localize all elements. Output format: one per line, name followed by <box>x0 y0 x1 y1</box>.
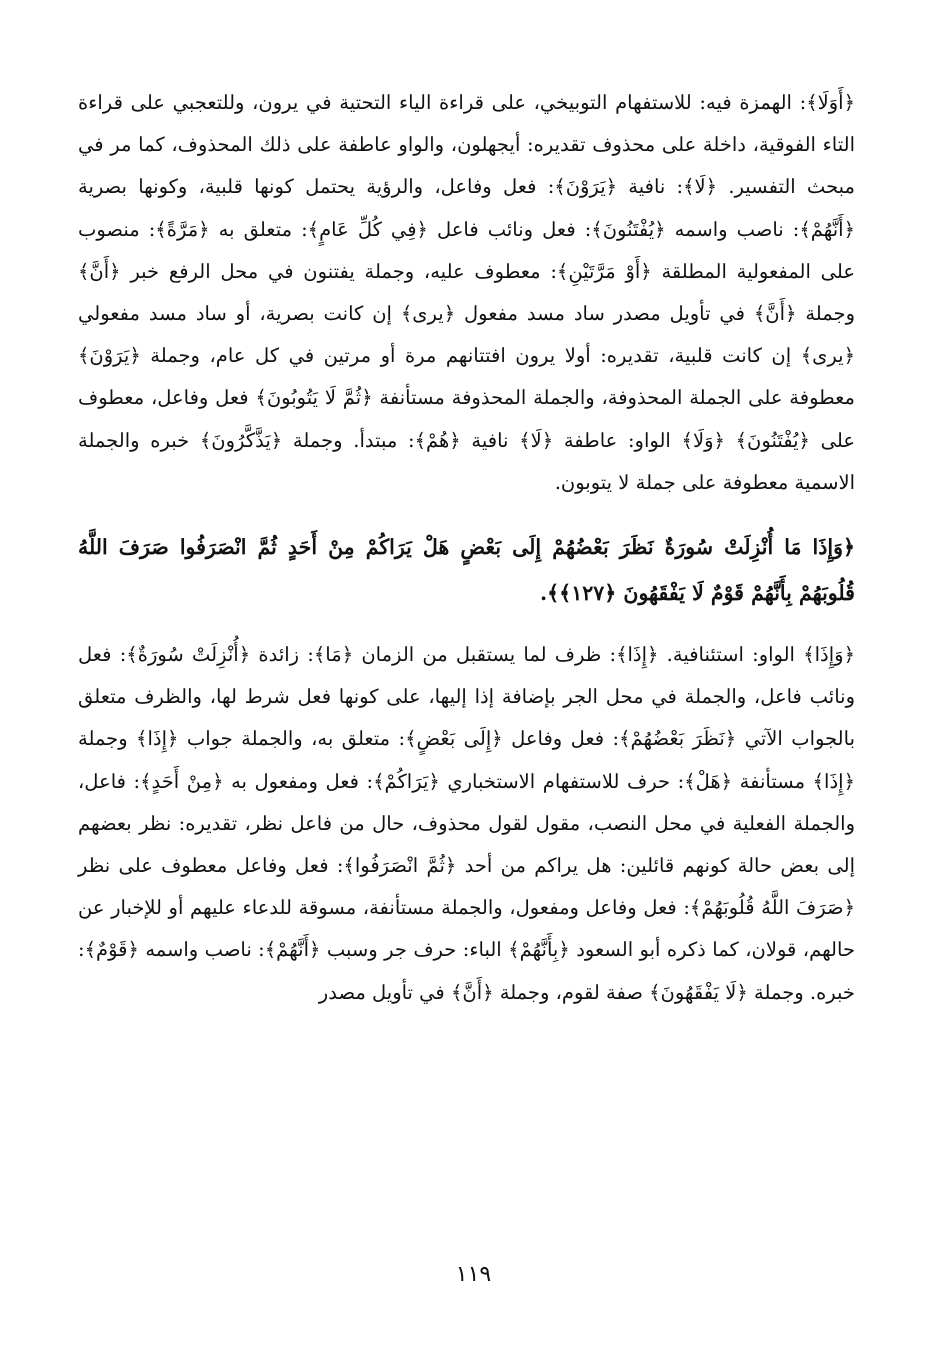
paragraph-i-rab-wa-idha: ﴿وَإِذَا﴾ الواو: استئنافية. ﴿إِذَا﴾: ظرف لما يستقبل من الزمان ﴿مَا﴾: زائدة ﴿أُنْزِلَتْ سُورَةٌ﴾: فعل ونائب فاعل، والجملة في محل الجر بإضافة إذا إليها، على كونها فعل شرط لها، والظرف متعلق بالجواب الآتي ﴿نَظَرَ بَعْضُهُمْ﴾: فعل وفاعل ﴿إِلَى بَعْضٍ﴾: متعلق به، والجملة جواب ﴿إِذَا﴾ وجملة ﴿إِذَا﴾ مستأنفة ﴿هَلْ﴾: حرف للاستفهام الاستخباري ﴿يَرَاكُمْ﴾: فعل ومفعول به ﴿مِنْ أَحَدٍ﴾: فاعل، والجملة الفعلية في محل النصب، مقول لقول محذوف، حال من فاعل نظر، تقديره: نظر بعضهم إلى بعض حالة كونهم قائلين: هل يراكم من أحد ﴿ثُمَّ انْصَرَفُوا﴾: فعل وفاعل معطوف على نظر ﴿صَرَفَ اللَّهُ قُلُوبَهُمْ﴾: فعل وفاعل ومفعول، والجملة مستأنفة، مسوقة للدعاء عليهم أو للإخبار عن حالهم، قولان، كما ذكره أبو السعود ﴿بِأَنَّهُمْ﴾ الباء: حرف جر وسبب ﴿أَنَّهُمْ﴾: ناصب واسمه ﴿قَوْمٌ﴾: خبره. وجملة ﴿لَا يَفْقَهُونَ﴾ صفة لقوم، وجملة ﴿أَنَّ﴾ في تأويل مصدر <box>78 643 855 1004</box>
paragraph-i-rab-awala: ﴿أَوَلَا﴾: الهمزة فيه: للاستفهام التوبيخي، على قراءة الياء التحتية في يرون، وللتعجبي على قراءة التاء الفوقية، داخلة على محذوف تقديره: أيجهلون، والواو عاطفة على ذلك المحذوف، كما مر في مبحث التفسير. ﴿لَا﴾: نافية ﴿يَرَوْنَ﴾: فعل وفاعل، والرؤية يحتمل كونها قلبية، وكونها بصرية ﴿أَنَّهُمْ﴾: ناصب واسمه ﴿يُفْتَنُونَ﴾: فعل ونائب فاعل ﴿فِي كُلِّ عَامٍ﴾: متعلق به ﴿مَرَّةً﴾: منصوب على المفعولية المطلقة ﴿أَوْ مَرَّتَيْنِ﴾: معطوف عليه، وجملة يفتنون في محل الرفع خبر ﴿أَنَّ﴾ وجملة ﴿أَنَّ﴾ في تأويل مصدر ساد مسد مفعول ﴿يرى﴾ إن كانت بصرية، أو ساد مسد مفعولي ﴿يرى﴾ إن كانت قلبية، تقديره: أولا يرون افتتانهم مرة أو مرتين في كل عام، وجملة ﴿يَرَوْنَ﴾ معطوفة على الجملة المحذوفة، والجملة المحذوفة مستأنفة ﴿ثُمَّ لَا يَتُوبُونَ﴾ فعل وفاعل، معطوف على ﴿يُفْتَنُونَ﴾ ﴿وَلَا﴾ الواو: عاطفة ﴿لَا﴾ نافية ﴿هُمْ﴾: مبتدأ. وجملة ﴿يَذَّكَّرُونَ﴾ خبره والجملة الاسمية معطوفة على جملة لا يتوبون. <box>78 91 855 494</box>
page-number: ١١٩ <box>455 1262 492 1287</box>
page-body <box>78 82 855 1014</box>
quran-verse-127: ﴿وَإِذَا مَا أُنْزِلَتْ سُورَةٌ نَظَرَ بَعْضُهُمْ إِلَى بَعْضٍ هَلْ يَرَاكُمْ مِنْ أَحَدٍ ثُمَّ انْصَرَفُوا صَرَفَ اللَّهُ قُلُوبَهُمْ بِأَنَّهُمْ قَوْمٌ لَا يَفْقَهُونَ ﴿١٢٧﴾﴾. <box>78 535 855 606</box>
